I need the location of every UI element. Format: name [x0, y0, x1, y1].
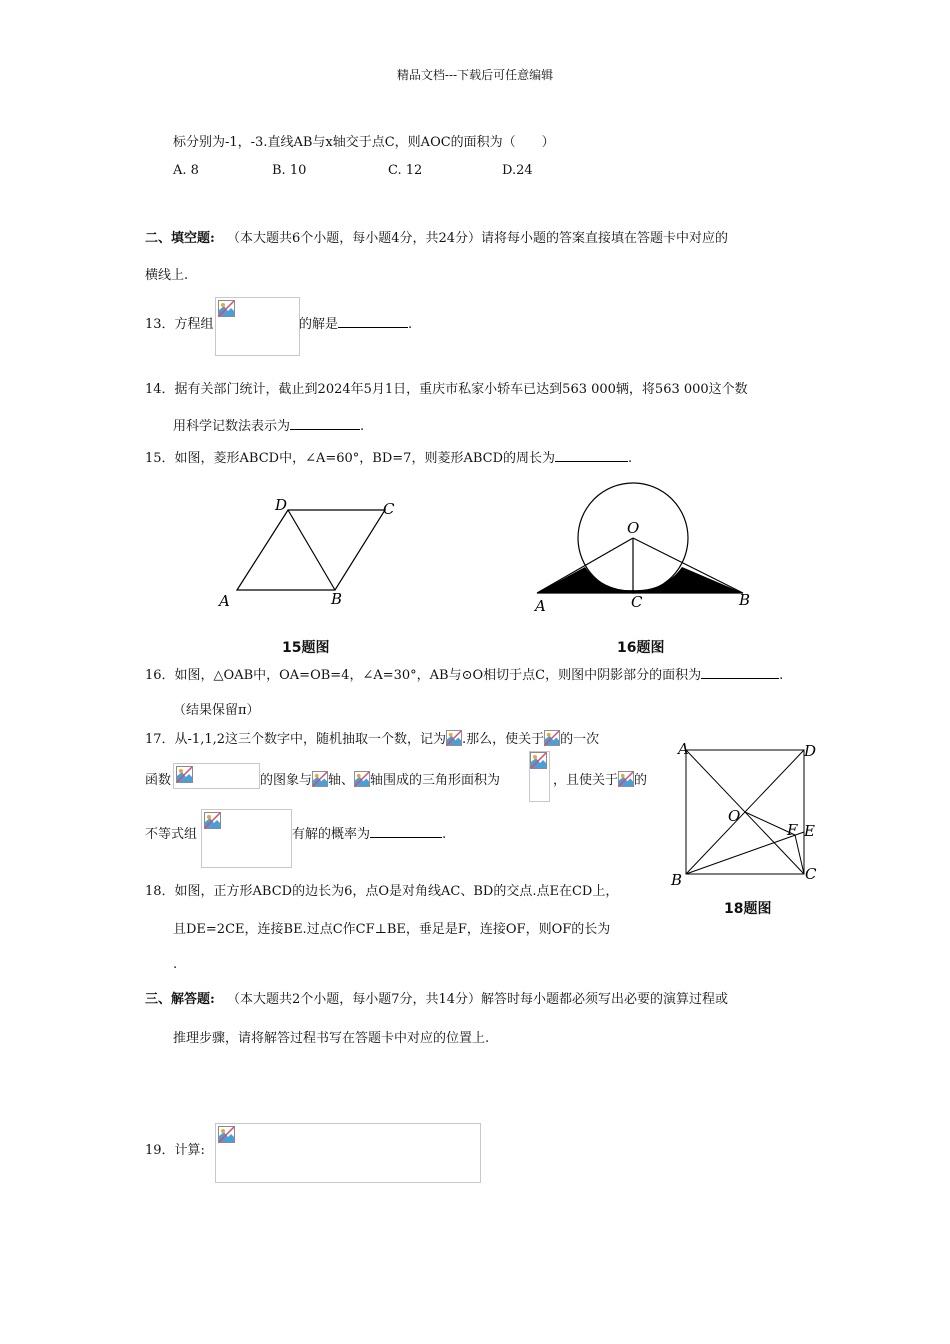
- fig18-label-f: F: [787, 821, 798, 839]
- q16-end: .: [779, 668, 784, 683]
- fig16-caption: 16题图: [617, 640, 665, 656]
- fig18-label-o: O: [728, 807, 741, 825]
- q17-function-image: [173, 763, 260, 789]
- q12-option-a: A. 8: [173, 163, 199, 178]
- q17-l2a: 函数: [145, 773, 172, 788]
- fig15-label-d: D: [275, 496, 288, 514]
- q17-end: .: [442, 827, 447, 842]
- q17-l1a: 17．从-1,1,2这三个数字中，随机抽取一个数，记为: [145, 732, 447, 747]
- q14-blank[interactable]: [290, 415, 360, 430]
- figure-15-rhombus: [205, 490, 425, 615]
- section2-desc2: 横线上.: [145, 268, 189, 283]
- q13-answer-line: [299, 313, 412, 332]
- q14-line1: 14．据有关部门统计，截止到2024年5月1日，重庆市私家小轿车已达到563 000辆，将563 000这个数: [145, 382, 748, 397]
- q17-l3a: 不等式组: [145, 827, 198, 842]
- q17-l1b: .那么，使关于: [462, 732, 545, 747]
- q15-end: .: [628, 451, 633, 466]
- q14-line2: 用科学记数法表示为: [173, 419, 291, 434]
- broken-image-icon: [176, 766, 193, 783]
- section3-title: 三、解答题:: [145, 992, 215, 1007]
- broken-image-icon: [312, 771, 328, 787]
- fig18-label-c: C: [805, 865, 817, 883]
- q15-blank[interactable]: [555, 447, 628, 462]
- q16-text: 16．如图，△OAB中，OA=OB=4，∠A=30°，AB与⊙O相切于点C，则图中阴影部分的面积为: [145, 668, 702, 683]
- broken-image-icon: [530, 752, 547, 769]
- q17-line2-tail: [553, 769, 647, 788]
- section2-heading: [145, 227, 728, 246]
- q15-line: [145, 447, 632, 466]
- q17-l2e: ，且使关于: [553, 773, 619, 788]
- q14-line2-wrap: [173, 415, 364, 434]
- fig15-label-c: C: [383, 500, 395, 518]
- q17-l2b: 的图象与: [260, 773, 313, 788]
- fig15-label-a: A: [219, 592, 230, 610]
- fig16-label-a: A: [535, 597, 546, 615]
- q17-l2c: 轴、: [328, 773, 355, 788]
- section3-desc: （本大题共2个小题，每小题7分，共14分）解答时每小题都必须写出必要的演算过程或: [226, 992, 729, 1007]
- q17-l3b: 有解的概率为: [292, 827, 371, 842]
- section3-heading: [145, 988, 728, 1007]
- q17-line2: [260, 769, 500, 788]
- q19-expression-image: [215, 1123, 481, 1183]
- q17-line1: [145, 728, 599, 747]
- q12-text: 标分别为-1，-3.直线AB与x轴交于点C，则AOC的面积为（ ）: [173, 135, 555, 150]
- broken-image-icon: [218, 1126, 235, 1143]
- figure-16-circle-tangent: [525, 478, 765, 623]
- section2-desc: （本大题共6个小题，每小题4分，共24分）请将每小题的答案直接填在答题卡中对应的: [226, 231, 729, 246]
- broken-image-icon: [218, 300, 235, 317]
- fig18-label-d: D: [804, 742, 817, 760]
- q18-line3: .: [173, 957, 178, 972]
- broken-image-icon: [618, 771, 634, 787]
- fig18-label-a: A: [678, 740, 689, 758]
- broken-image-icon: [204, 812, 221, 829]
- fig15-label-b: B: [331, 590, 343, 608]
- q17-line3: [292, 823, 446, 842]
- q13-end: .: [408, 317, 413, 332]
- q17-inequality-image: [201, 809, 292, 868]
- q17-l1c: 的一次: [560, 732, 600, 747]
- q12-option-d: D.24: [502, 163, 533, 178]
- fig16-label-b: B: [739, 591, 751, 609]
- q15-text: 15．如图，菱形ABCD中，∠A=60°，BD=7，则菱形ABCD的周长为: [145, 451, 556, 466]
- fig16-label-o: O: [627, 519, 640, 537]
- fig18-label-e: E: [804, 822, 815, 840]
- q12-option-c: C. 12: [388, 163, 423, 178]
- q16-line: [145, 664, 783, 683]
- q18-line2: 且DE=2CE，连接BE.过点C作CF⊥BE，垂足是F，连接OF，则OF的长为: [173, 922, 611, 937]
- fig16-label-c: C: [631, 593, 643, 611]
- section3-desc2: 推理步骤，请将解答过程书写在答题卡中对应的位置上.: [173, 1031, 490, 1046]
- broken-image-icon: [354, 771, 370, 787]
- q17-blank[interactable]: [370, 823, 442, 838]
- q13-equation-image: [215, 297, 300, 356]
- q13-pre: 13．方程组: [145, 317, 214, 332]
- q12-option-b: B. 10: [272, 163, 307, 178]
- q14-end: .: [360, 419, 365, 434]
- q17-l2f: 的: [634, 773, 648, 788]
- q17-area-image: [529, 751, 550, 802]
- broken-image-icon: [446, 730, 462, 746]
- q17-l2d: 轴围成的三角形面积为: [370, 773, 501, 788]
- broken-image-icon: [544, 730, 560, 746]
- fig15-caption: 15题图: [282, 640, 330, 656]
- q19-pre: 19．计算:: [145, 1143, 205, 1158]
- q18-line1: 18．如图，正方形ABCD的边长为6，点O是对角线AC、BD的交点.点E在CD上，: [145, 884, 619, 899]
- q13-blank[interactable]: [338, 313, 408, 328]
- figure-18-square: [668, 738, 828, 893]
- section2-title: 二、填空题:: [145, 231, 215, 246]
- fig18-caption: 18题图: [724, 901, 772, 917]
- page-header: 精品文档---下载后可任意编辑: [396, 68, 554, 82]
- q16-note: （结果保留π）: [173, 703, 260, 718]
- q16-blank[interactable]: [701, 664, 779, 679]
- q13-post: 的解是: [299, 317, 339, 332]
- fig18-label-b: B: [671, 871, 683, 889]
